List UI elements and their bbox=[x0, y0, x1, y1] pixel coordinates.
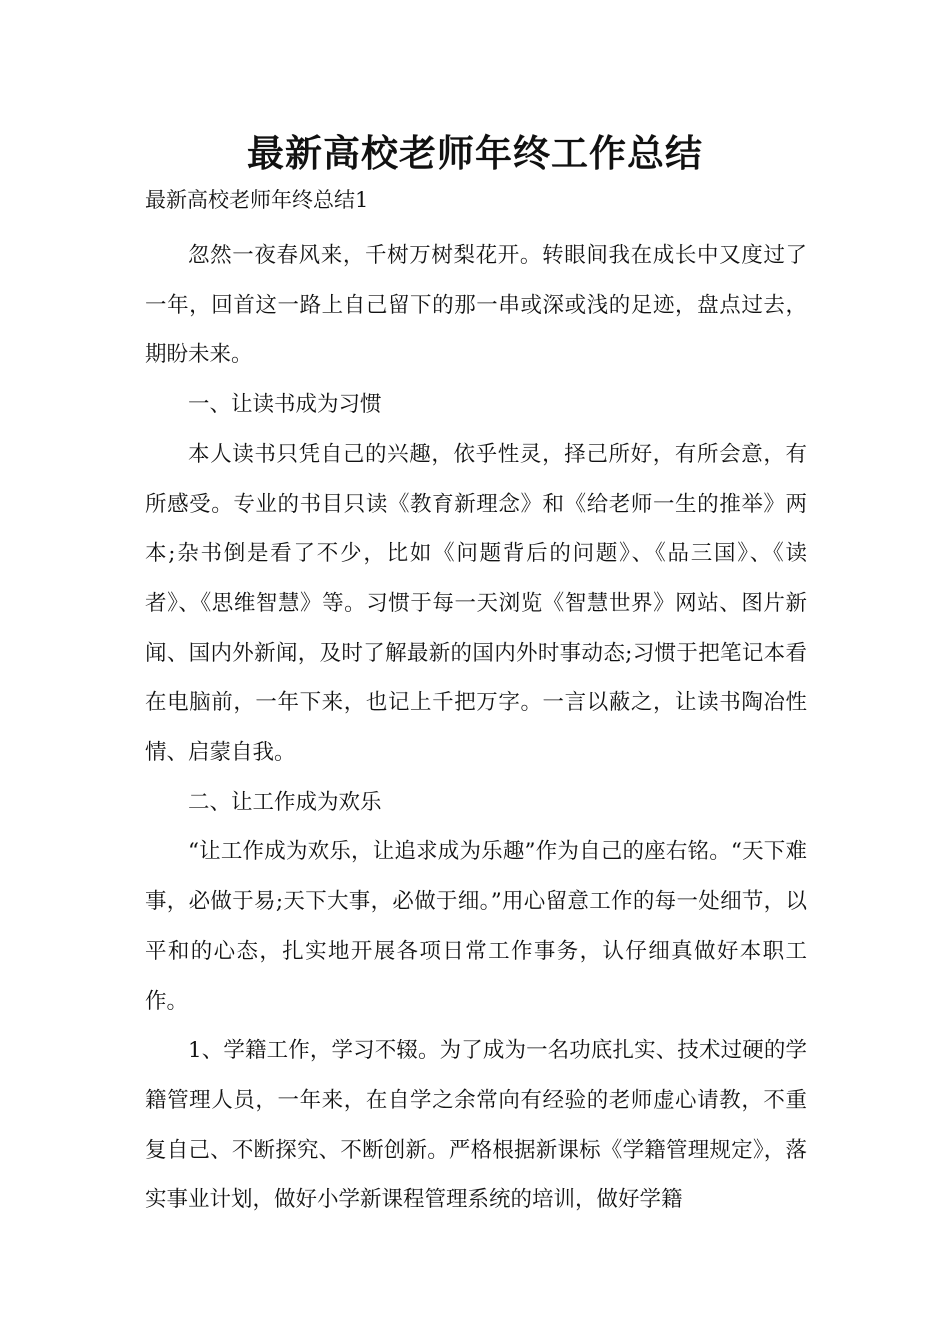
document-title: 最新高校老师年终工作总结 bbox=[247, 132, 703, 175]
paragraph-work-motto: “让工作成为欢乐，让追求成为乐趣”作为自己的座右铭。“天下难事，必做于易;天下大事，必做于细。”用心留意工作的每一处细节，以平和的心态，扎实地开展各项日常工作事务，认仔细真做好本职工作。 bbox=[145, 839, 807, 1014]
paragraph-intro: 忽然一夜春风来，千树万树梨花开。转眼间我在成长中又度过了一年，回首这一路上自己留下的那一串或深或浅的足迹，盘点过去，期盼未来。 bbox=[145, 243, 807, 368]
section-heading-work: 二、让工作成为欢乐 bbox=[188, 789, 382, 815]
document-body bbox=[145, 231, 807, 1225]
paragraph-reading: 本人读书只凭自己的兴趣，依乎性灵，择己所好，有所会意，有所感受。专业的书目只读《教育新理念》和《给老师一生的推举》两本;杂书倒是看了不少，比如《问题背后的问题》、《品三国》、《读者》、《思维智慧》等。习惯于每一天浏览《智慧世界》网站、图片新闻、国内外新闻，及时了解最新的国内外时事动态;习惯于把笔记本看在电脑前，一年下来，也记上千把万字。一言以蔽之，让读书陶冶性情、启蒙自我。 bbox=[145, 441, 807, 766]
section-heading-reading: 一、让读书成为习惯 bbox=[188, 392, 382, 418]
paragraph-student-records: 1、学籍工作，学习不辍。为了成为一名功底扎实、技术过硬的学籍管理人员，一年来，在自学之余常向有经验的老师虚心请教，不重复自己、不断探究、不断创新。严格根据新课标《学籍管理规定》，落实事业计划，做好小学新课程管理系统的培训，做好学籍 bbox=[145, 1038, 807, 1213]
document-subtitle: 最新高校老师年终总结1 bbox=[145, 188, 369, 212]
